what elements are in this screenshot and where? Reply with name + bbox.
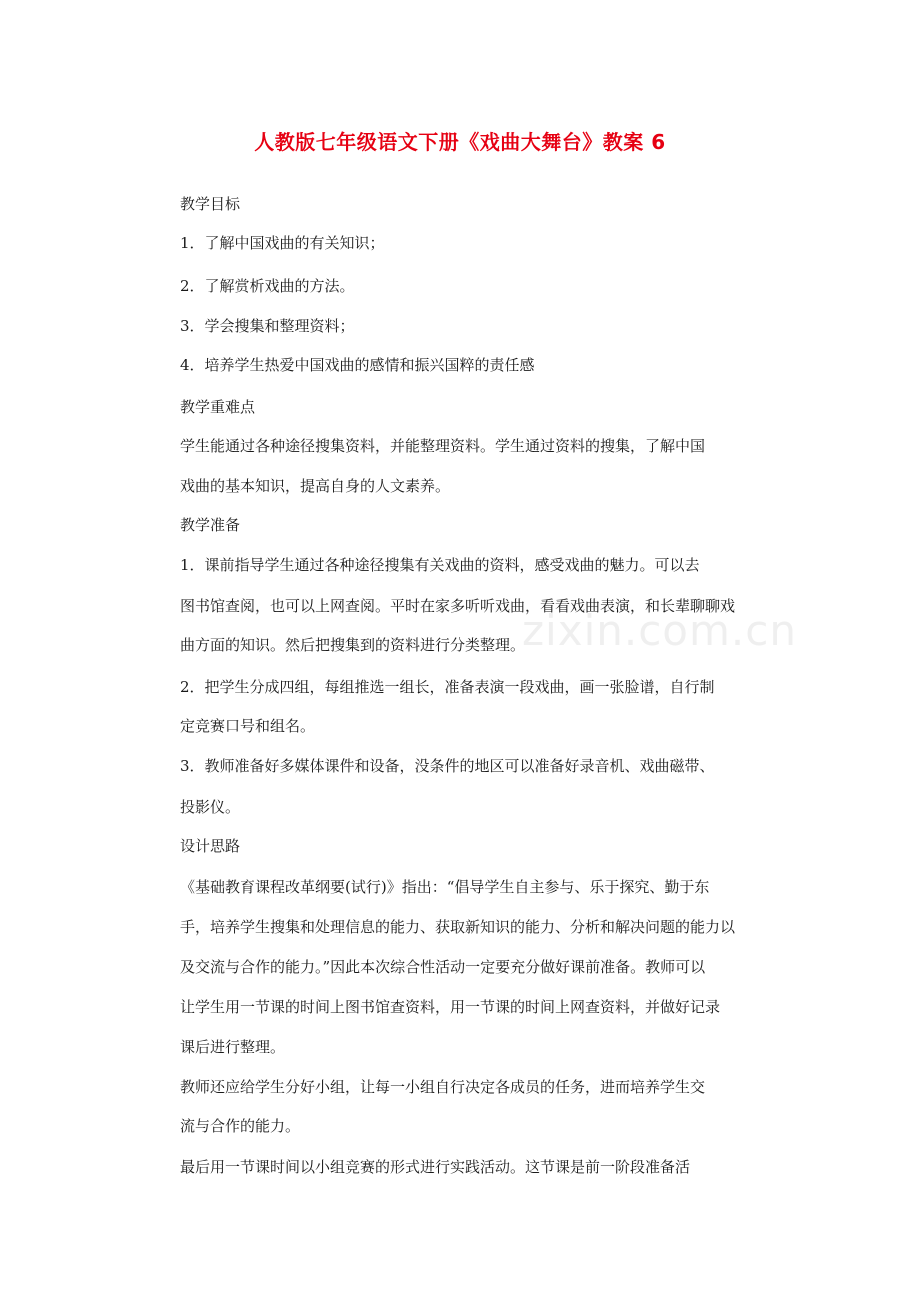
objective-item: 3．学会搜集和整理资料；	[180, 317, 355, 335]
paragraph-line: 戏曲的基本知识，提高自身的人文素养。	[180, 477, 451, 495]
paragraph-line: 《基础教育课程改革纲要(试行)》指出：“倡导学生自主参与、乐于探究、勤于东	[180, 878, 710, 896]
section-heading-objectives: 教学目标	[180, 195, 241, 213]
paragraph-line: 1．课前指导学生通过各种途径搜集有关戏曲的资料，感受戏曲的魅力。可以去	[180, 556, 700, 574]
paragraph-line: 课后进行整理。	[180, 1038, 286, 1056]
paragraph-line: 3．教师准备好多媒体课件和设备，没条件的地区可以准备好录音机、戏曲磁带、	[180, 757, 715, 775]
paragraph-line: 流与合作的能力。	[180, 1117, 301, 1135]
section-heading-preparation: 教学准备	[180, 516, 241, 534]
paragraph-line: 曲方面的知识。然后把搜集到的资料进行分类整理。	[180, 636, 526, 654]
paragraph-line: 学生能通过各种途径搜集资料，并能整理资料。学生通过资料的搜集，了解中国	[180, 437, 706, 455]
objective-item: 4．培养学生热爱中国戏曲的感情和振兴国粹的责任感	[180, 356, 535, 374]
paragraph-line: 教师还应给学生分好小组，让每一小组自行决定各成员的任务，进而培养学生交	[180, 1078, 706, 1096]
objective-item: 2．了解赏析戏曲的方法。	[180, 277, 355, 295]
watermark: zixin.com.cn	[522, 606, 797, 655]
paragraph-line: 图书馆查阅，也可以上网查阅。平时在家多听听戏曲，看看戏曲表演，和长辈聊聊戏	[180, 597, 736, 615]
document-title: 人教版七年级语文下册《戏曲大舞台》教案 6	[254, 130, 666, 154]
paragraph-line: 让学生用一节课的时间上图书馆查资料，用一节课的时间上网查资料，并做好记录	[180, 998, 721, 1016]
paragraph-line: 定竞赛口号和组名。	[180, 717, 316, 735]
paragraph-line: 投影仪。	[180, 798, 241, 816]
section-heading-design: 设计思路	[180, 837, 241, 855]
paragraph-line: 及交流与合作的能力。”因此本次综合性活动一定要充分做好课前准备。教师可以	[180, 958, 706, 976]
paragraph-line: 2．把学生分成四组，每组推选一组长，准备表演一段戏曲，画一张脸谱，自行制	[180, 678, 715, 696]
paragraph-line: 最后用一节课时间以小组竞赛的形式进行实践活动。这节课是前一阶段准备活	[180, 1158, 691, 1176]
objective-item: 1．了解中国戏曲的有关知识；	[180, 234, 385, 252]
section-heading-key-points: 教学重难点	[180, 398, 256, 416]
paragraph-line: 手，培养学生搜集和处理信息的能力、获取新知识的能力、分析和解决问题的能力以	[180, 918, 736, 936]
